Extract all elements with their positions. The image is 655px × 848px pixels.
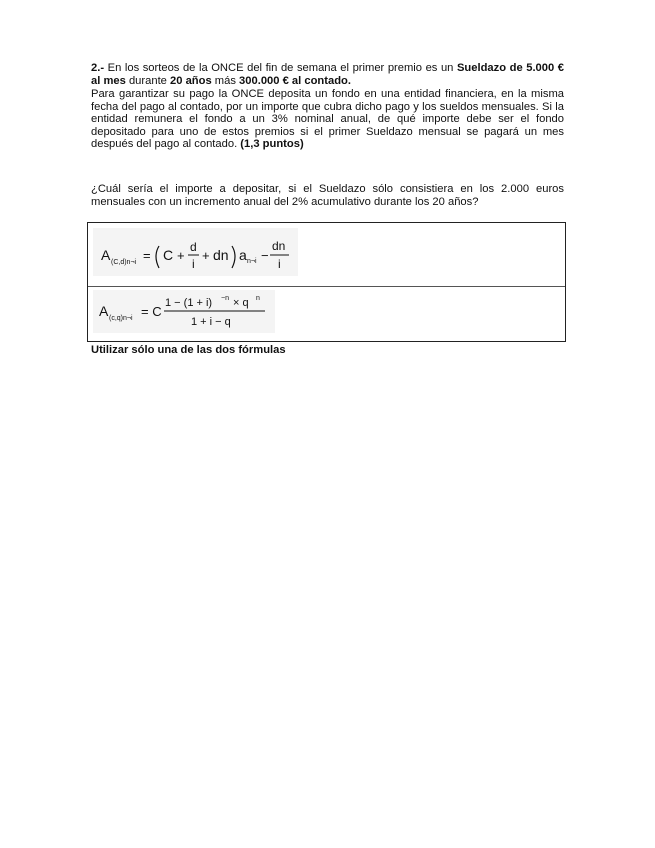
f2-times-q: × q: [233, 297, 249, 309]
formula-geometric-annuity: [93, 290, 275, 333]
f1-frac-i: i: [192, 257, 195, 271]
f2-exp-n: −n: [221, 295, 229, 302]
f1-lhs: A: [101, 247, 111, 263]
f1-C: C: [163, 247, 174, 263]
f2-denominator: 1 + i − q: [191, 316, 231, 328]
formula-arithmetic-annuity: [93, 228, 298, 276]
f1-dn: dn: [213, 247, 229, 263]
f2-equals-c: = C: [141, 304, 162, 319]
f1-plus2: +: [202, 248, 210, 263]
problem-intro-paragraph: [91, 62, 564, 87]
f1-a: a: [239, 247, 247, 263]
f1-equals: =: [143, 248, 151, 263]
f1-minus: −: [261, 248, 269, 263]
intro-bold-prize: Sueldazo de 5.000 € al mes: [91, 62, 565, 87]
problem-number: 2.-: [91, 62, 105, 74]
formula-box: [87, 222, 566, 342]
formula-separator: [88, 286, 565, 287]
formula-note: Utilizar sólo una de las dos fórmulas: [91, 344, 286, 356]
f1-plus1: +: [177, 248, 185, 263]
intro-text-a: En los sorteos de la ONCE del fin de semana el primer premio es un: [104, 62, 457, 74]
intro-text-b: durante: [125, 74, 171, 87]
f2-lhs: A: [99, 303, 109, 319]
problem-statement-paragraph: [91, 88, 564, 151]
f2-numerator: 1 − (1 + i): [165, 297, 213, 309]
statement-text: Para garantizar su pago la ONCE deposita un fondo en una entidad financiera, en la misma fecha del pago al contado, por un importe que cubra dicho pago y los sueldos mensuales. Si la entidad remunera el fondo a un 3% nominal anual, de qué importe debe ser el fondo depositado para uno de estos premios si el primer Sueldazo mensual se pagará un mes después del pago al contado.: [91, 88, 564, 151]
f1-left-paren: [156, 246, 159, 268]
f1-lhs-sub: (C,d)n¬i: [111, 259, 137, 266]
intro-bold-cash: 300.000 € al contado.: [239, 74, 351, 87]
points-label: (1,3 puntos): [240, 138, 304, 151]
intro-text-c: más: [211, 74, 240, 87]
formula-geometric-svg: [93, 290, 275, 333]
f1-frac-i2: i: [278, 257, 281, 271]
intro-bold-years: 20 años: [170, 74, 212, 87]
f1-frac-dn: dn: [272, 239, 286, 253]
f1-frac-d: d: [190, 240, 197, 254]
f1-a-sub: n¬i: [247, 258, 257, 265]
f2-q-exp: n: [256, 295, 260, 302]
f2-lhs-sub: (c,q)n¬i: [109, 315, 133, 322]
formula-arithmetic-svg: [93, 228, 298, 276]
question-paragraph: ¿Cuál sería el importe a depositar, si el Sueldazo sólo consistiera en los 2.000 euros mensuales con un incremento anual del 2% acumulativo durante los 20 años?: [91, 183, 564, 208]
f1-right-paren: [232, 246, 235, 268]
